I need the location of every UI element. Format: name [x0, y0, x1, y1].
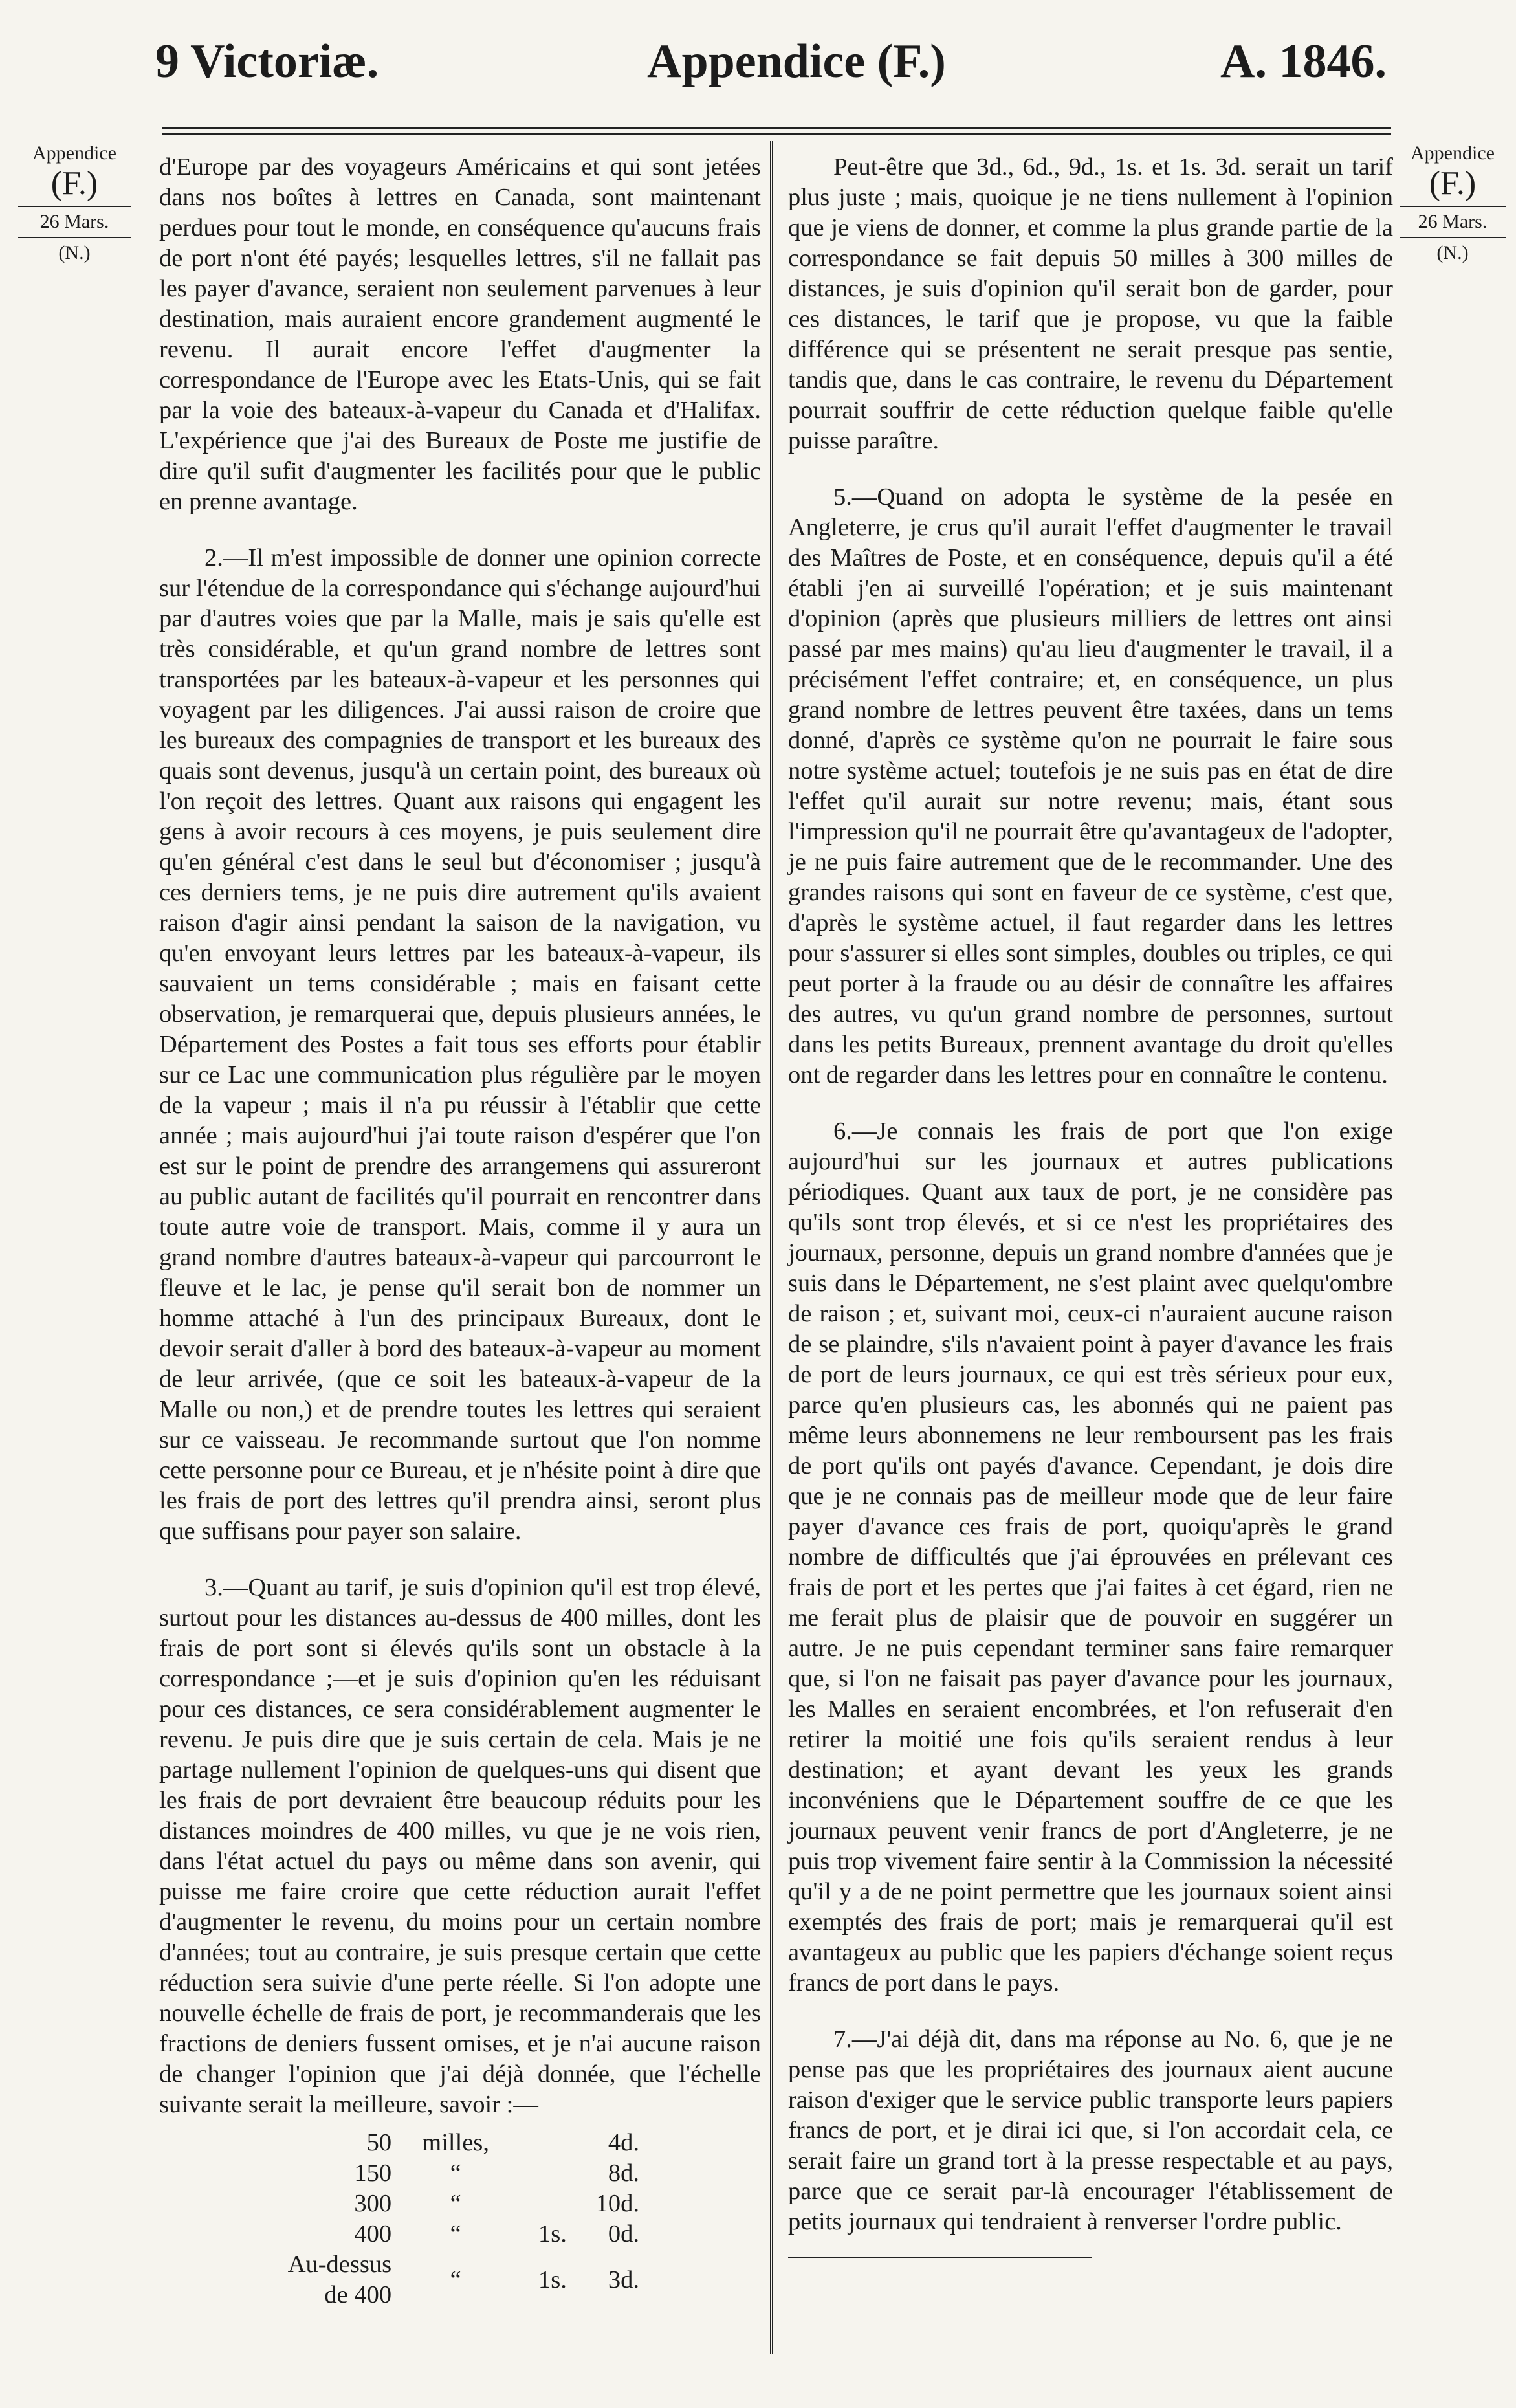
tariff-row: [256, 2189, 644, 2219]
tariff-pence: 3d.: [608, 2266, 639, 2293]
margin-divider: [1400, 206, 1506, 207]
paragraph-6: 6.—Je connais les frais de port que l'on exige aujourd'hui sur les journaux et autres publications périodiques. Quant aux taux de port, je ne considère pas qu'ils sont trop élevés, et si ce n'est les propriétaires des journaux, personne, depuis un grand nombre d'années que je suis dans le Département, ne s'est plaint avec quelqu'ombre de raison ; et, suivant moi, ceux-ci n'auraient aucune raison de se plaindre, s'ils n'avaient point à payer d'avance les frais de port de leurs journaux, ce qui est très sérieux pour eux, parce qu'en plusieurs cas, les abonnés qui ne paient pas même leurs abonnemens ne leur remboursent pas les frais de port qu'ils ont payés d'avance. Cependant, je dois dire que je ne connais pas de meilleur mode que de leur faire payer d'avance ces frais de port, quoiqu'après le grand nombre de difficultés que j'ai éprouvées en prélevant ces frais de port et les pertes que j'ai faites à cet égard, rien ne me ferait plus de plaisir que de pouvoir en suggérer un autre. Je ne puis cependant terminer sans faire remarquer que, si l'on ne faisait pas payer d'avance pour les journaux, les Malles en seraient encombrées, et l'on refuserait d'en retirer la moitié une fois qu'ils seraient rendus à leur destination; et ayant devant les yeux les grands inconvéniens que le Département souffre de ce que les journaux peuvent venir francs de port d'Angleterre, je ne puis trop vivement faire sentir à la Commission la nécessité qu'il y a de ne point permettre que les journaux soient ainsi exemptés des frais de port; mais je remarquerai qu'il est avantageux au public que les papiers d'échange soient reçus francs de port dans le pays.: [788, 1118, 1393, 1996]
margin-divider: [1400, 237, 1506, 238]
header-year: A. 1846.: [1220, 35, 1387, 88]
tariff-table: [256, 2128, 644, 2310]
tariff-unit: “: [450, 2220, 461, 2248]
right-column: [788, 152, 1393, 2258]
tariff-pence: 0d.: [608, 2220, 639, 2248]
tariff-pence: 4d.: [608, 2129, 639, 2156]
tariff-distance: 300: [354, 2190, 392, 2217]
header-appendix: Appendice (F.): [647, 35, 946, 88]
tariff-distance: 50: [366, 2129, 392, 2156]
tariff-shillings: [514, 2128, 572, 2158]
margin-note-right: [1388, 142, 1516, 265]
tariff-pence: 10d.: [595, 2190, 639, 2217]
header-session: 9 Victoriæ.: [155, 35, 379, 88]
end-rule: [788, 2257, 1092, 2258]
page-header: [0, 35, 1516, 109]
paragraph-3-continued: Peut-être que 3d., 6d., 9d., 1s. et 1s. 3d. serait un tarif plus juste ; mais, quoique je ne tiens nullement à l'opinion que je viens de donner, et comme la plus grande partie de la correspondance se fait depuis 50 milles à 300 milles de distances, je suis d'opinion qu'il serait bon de garder, pour ces distances, le tarif que je propose, vu que la faible différence qui se présentent ne serait presque pas sentie, tandis que, dans le cas contraire, le revenu du Département pourrait souffrir de cette réduction quelque faible qu'elle puisse paraître.: [788, 153, 1393, 454]
tariff-unit: “: [450, 2159, 461, 2187]
header-rule-bottom: [162, 133, 1391, 135]
tariff-row: [256, 2219, 644, 2249]
tariff-shillings: 1s.: [538, 2266, 567, 2293]
margin-appendix-label: Appendice: [1411, 142, 1495, 164]
column-divider: [770, 141, 775, 2354]
margin-date: 26 Mars.: [1418, 210, 1488, 232]
margin-note-left: [6, 142, 142, 265]
tariff-distance: 400: [354, 2220, 392, 2248]
margin-code: (N.): [1436, 242, 1469, 264]
tariff-row: [256, 2158, 644, 2189]
tariff-shillings: [514, 2189, 572, 2219]
left-column: [159, 152, 761, 2310]
margin-divider: [18, 237, 131, 238]
tariff-distance: Au-dessus de 400: [287, 2251, 392, 2308]
margin-appendix-letter: (F.): [50, 164, 98, 202]
tariff-row: [256, 2249, 644, 2310]
tariff-unit: “: [450, 2266, 461, 2293]
margin-appendix-letter: (F.): [1429, 164, 1477, 202]
paragraph-1-continued: d'Europe par des voyageurs Américains et qui sont jetées dans nos boîtes à lettres en Canada, sont maintenant perdues pour tout le monde, en conséquence qu'aucuns frais de port n'ont été payés; lesquelles lettres, s'il ne fallait pas les payer d'avance, seraient non seulement parvenues à leur destination, mais auraient encore grandement augmenté le revenu. Il aurait encore l'effet d'augmenter la correspondance de l'Europe avec les Etats-Unis, qui se fait par la voie des bateaux-à-vapeur du Canada et d'Halifax. L'expérience que j'ai des Bureaux de Poste me justifie de dire qu'il sufit d'augmenter les facilités pour que le public en prenne avantage.: [159, 153, 761, 515]
tariff-shillings: 1s.: [538, 2220, 567, 2248]
margin-divider: [18, 206, 131, 207]
paragraph-5: 5.—Quand on adopta le système de la pesée en Angleterre, je crus qu'il aurait l'effet d'augmenter le travail des Maîtres de Poste, et en conséquence, depuis qu'il a été établi j'en ai surveillé l'opération; et je suis maintenant d'opinion (après que plusieurs milliers de lettres ont ainsi passé par mes mains) qu'au lieu d'augmenter le travail, il a précisément l'effet contraire; et, en conséquence, un plus grand nombre de lettres peuvent être taxées, dans un tems donné, d'après ce système qu'on ne pourrait le faire sous notre système actuel; toutefois je ne suis pas en état de dire l'effet qu'il aurait sur notre revenu; mais, étant sous l'impression qu'il ne pourrait être qu'avantageux de l'adopter, je ne puis faire autrement que de le recommander. Une des grandes raisons qui sont en faveur de ce système, c'est que, d'après le système actuel, il faut regarder dans les lettres pour s'assurer si elles sont simples, doubles ou triples, ce qui peut porter à la fraude ou au désir de connaître les affaires des autres, vu qu'un grand nombre de personnes, surtout dans les petits Bureaux, prennent avantage du droit qu'elles ont de regarder dans les lettres pour en connaître le contenu.: [788, 483, 1393, 1088]
tariff-row: [256, 2128, 644, 2158]
tariff-unit: “: [450, 2190, 461, 2217]
margin-appendix-label: Appendice: [32, 142, 116, 164]
tariff-shillings: [514, 2158, 572, 2189]
paragraph-7: 7.—J'ai déjà dit, dans ma réponse au No. 6, que je ne pense pas que les propriétaires des journaux aient aucune raison d'exiger que le service public transporte leurs papiers francs de port, et je dirai ici que, si l'on accordait cela, ce serait faire un grand tort à la presse respectable et au pays, parce que ce serait par-là encourager l'établissement de petits journaux qui tendraient à renverser l'ordre public.: [788, 2026, 1393, 2235]
header-rule-top: [162, 127, 1391, 129]
paragraph-3: 3.—Quant au tarif, je suis d'opinion qu'il est trop élevé, surtout pour les distances au-dessus de 400 milles, dont les frais de port sont si élevés qu'ils sont un obstacle à la correspondance ;—et je suis d'opinion qu'en les réduisant pour ces distances, ce sera considérablement augmenter le revenu. Je puis dire que je suis certain de cela. Mais je ne partage nullement l'opinion de quelques-uns qui disent que les frais de port devraient être beaucoup réduits pour les distances moindres de 400 milles, vu que je ne vois rien, dans l'état actuel du pays ou même dans son avenir, qui puisse me faire croire que cette réduction aurait l'effet d'augmenter le revenu, du moins pour un certain nombre d'années; tout au contraire, je suis presque certain que cette réduction sera suivie d'une perte réelle. Si l'on adopte une nouvelle échelle de frais de port, je recommanderais que les fractions de deniers fussent omises, et je n'ai aucune raison de changer l'opinion que j'ai déjà donnée, que l'échelle suivante serait la meilleure, savoir :—: [159, 1574, 761, 2118]
margin-date: 26 Mars.: [39, 210, 109, 232]
tariff-distance: 150: [354, 2159, 392, 2187]
paragraph-2: 2.—Il m'est impossible de donner une opinion correcte sur l'étendue de la correspondance qui s'échange aujourd'hui par d'autres voies que par la Malle, mais je sais qu'elle est très considérable, et qu'un grand nombre de lettres sont transportées par les bateaux-à-vapeur et les personnes qui voyagent par les diligences. J'ai aussi raison de croire que les bureaux des compagnies de transport et les bureaux des quais sont devenus, jusqu'à un certain point, des bureaux où l'on reçoit des lettres. Quant aux raisons qui engagent les gens à avoir recours à ces moyens, je puis seulement dire qu'en général c'est dans le seul but d'économiser ; jusqu'à ces derniers tems, je ne puis dire autrement qu'ils avaient raison d'agir ainsi pendant la saison de la navigation, vu qu'en envoyant leurs lettres par les bateaux-à-vapeur, ils sauvaient un tems considérable ; mais en faisant cette observation, je remarquerai que, depuis plusieurs années, le Département des Postes a fait tous ses efforts pour établir sur ce Lac une communication plus régulière par le moyen de la vapeur ; mais il n'a pu réussir à l'établir que cette année ; mais aujourd'hui j'ai toute raison d'espérer que l'on est sur le point de prendre des arrangemens qui assureront au public autant de facilités qu'il pourrait en rencontrer dans toute autre voie de transport. Mais, comme il y aura un grand nombre d'autres bateaux-à-vapeur qui parcourront le fleuve et le lac, je pense qu'il serait bon de nommer un homme attaché à l'un des principaux Bureaux, dont le devoir serait d'aller à bord des bateaux-à-vapeur au moment de leur arrivée, (que ce soit les bateaux-à-vapeur de la Malle ou non,) et de prendre toutes les lettres qui seraient sur ce vaisseau. Je recommande surtout que l'on nomme cette personne pour ce Bureau, et je n'hésite point à dire que les frais de port des lettres qu'il prendra ainsi, seront plus que suffisans pour payer son salaire.: [159, 544, 761, 1545]
margin-code: (N.): [58, 242, 91, 264]
tariff-unit: milles,: [422, 2129, 490, 2156]
tariff-pence: 8d.: [608, 2159, 639, 2187]
